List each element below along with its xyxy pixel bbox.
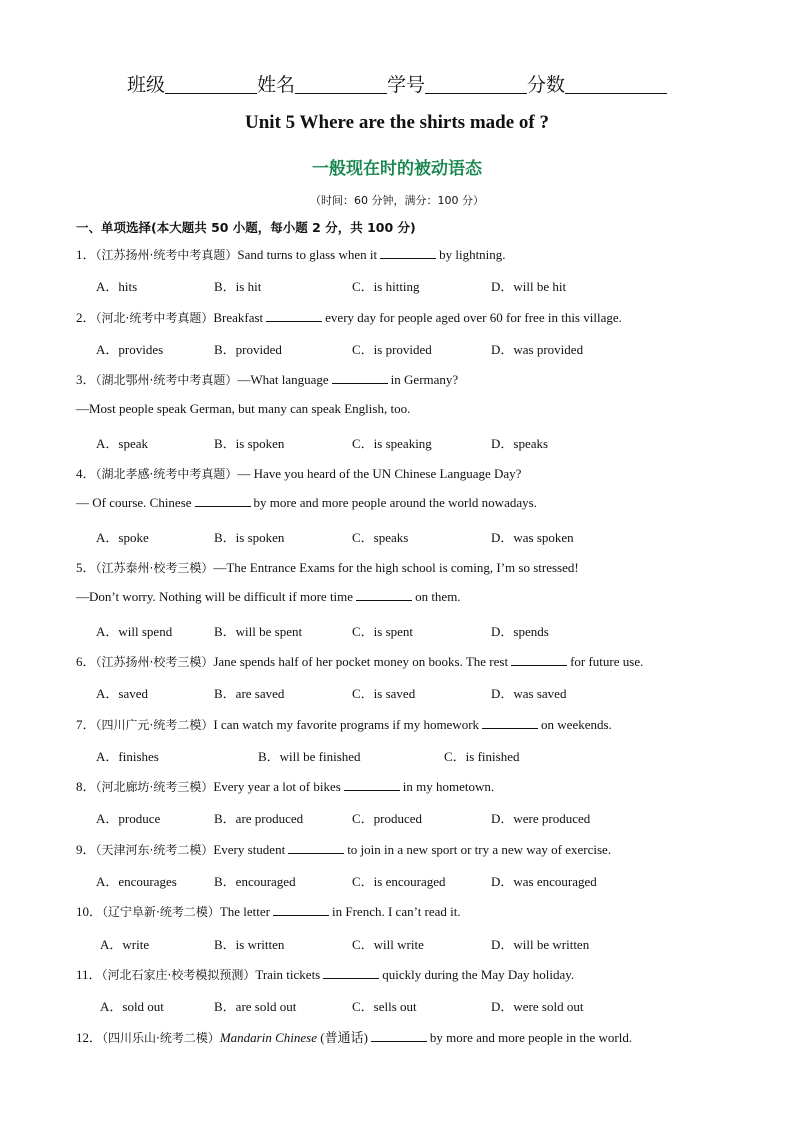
question-line: [76, 651, 643, 670]
question-text-after-blank: on weekends.: [541, 716, 612, 732]
question-text: Every student: [213, 841, 286, 857]
question-italic-term: Mandarin Chinese: [219, 1029, 317, 1045]
question-line: [76, 244, 506, 263]
page-subtitle: 一般现在时的被动语态: [312, 159, 482, 179]
question-text-after-blank: in Germany?: [390, 372, 459, 388]
answer-option: B．is spoken: [214, 529, 285, 545]
question-text: I can watch my favorite programs if my homework: [213, 716, 480, 732]
answer-option: C．is finished: [444, 748, 520, 764]
answer-blank: [288, 841, 344, 854]
answer-blank: [323, 966, 379, 979]
answer-option: C．is spent: [352, 623, 414, 639]
name-label: 姓名: [256, 74, 295, 96]
answer-option: C．is speaking: [352, 435, 432, 451]
answer-option: C．speaks: [352, 529, 409, 545]
question-text-after-blank: in my hometown.: [402, 779, 495, 795]
question-number: 10．: [76, 904, 103, 920]
exam-meta: （时间：60 分钟，满分：100 分）: [310, 194, 484, 207]
question-source: （湖北鄂州·统考中考真题）: [95, 373, 238, 388]
answer-option: C．sells out: [352, 999, 417, 1015]
question-number: 4．: [76, 466, 96, 482]
answer-blank: [195, 494, 251, 507]
question-text-after-blank: on them.: [415, 589, 461, 605]
question-number: 1．: [76, 247, 96, 262]
question-text: —Most people speak German, but many can speak English, too.: [76, 400, 411, 416]
question-number: 5．: [76, 560, 96, 575]
question-text: The letter: [219, 904, 271, 920]
question-text: —Don’t worry. Nothing will be difficult if more time: [76, 589, 354, 605]
question-text-after-blank: for future use.: [570, 653, 644, 669]
answer-option: A．hits: [96, 279, 138, 295]
answer-option: A．spoke: [96, 529, 149, 545]
question-line: [76, 463, 521, 482]
answer-option: D．was encouraged: [491, 874, 597, 889]
question-source: （天津河东·统考二模）: [95, 842, 214, 857]
question-line: [76, 964, 574, 983]
question-text: Every year a lot of bikes: [213, 779, 341, 795]
question-line: [76, 588, 461, 605]
question-text-after-blank: in French. I can’t read it.: [332, 904, 461, 920]
question-text: —What language: [237, 372, 329, 388]
answer-option: D．spends: [491, 623, 549, 639]
question-text-after-blank: by more and more people around the world nowadays.: [253, 495, 537, 511]
answer-blank: [356, 588, 412, 601]
question-line: [76, 714, 612, 733]
question-number: 11．: [76, 966, 102, 982]
answer-option: B．provided: [214, 341, 282, 357]
question-text: —The Entrance Exams for the high school is coming, I’m so stressed!: [213, 560, 579, 575]
student-info-line: [0, 70, 794, 97]
answer-option: A．finishes: [96, 748, 159, 764]
question-text-after-blank: to join in a new sport or try a new way of exercise.: [347, 841, 612, 857]
question-source: （江苏扬州·统考中考真题）: [95, 248, 238, 262]
question-source: （江苏扬州·校考三模）: [95, 654, 214, 669]
answer-blank: [511, 653, 567, 666]
answer-option: D．were produced: [491, 811, 591, 827]
answer-option: B．encouraged: [214, 874, 296, 889]
class-blank: [165, 75, 257, 94]
question-line: [76, 776, 494, 795]
answer-option: B．are sold out: [214, 999, 297, 1015]
answer-option: B．are saved: [214, 686, 285, 702]
question-text: (普通话): [316, 1029, 368, 1045]
question-text-after-blank: every day for people aged over 60 for free in this village.: [325, 309, 622, 325]
question-line: [76, 369, 458, 388]
answer-option: A．saved: [96, 686, 148, 702]
answer-option: A．encourages: [96, 874, 177, 889]
question-number: 9．: [76, 841, 96, 857]
question-text-after-blank: by more and more people in the world.: [429, 1029, 633, 1045]
question-source: （江苏泰州·校考三模）: [95, 561, 214, 575]
answer-option: D．was spoken: [491, 529, 574, 545]
question-text: — Of course. Chinese: [76, 495, 192, 511]
question-line: [76, 901, 461, 920]
question-source: （河北廊坊·统考三模）: [95, 780, 214, 795]
question-text: Sand turns to glass when it: [237, 247, 378, 262]
answer-option: B．are produced: [214, 811, 304, 827]
question-number: 3．: [76, 372, 96, 388]
answer-option: A．provides: [96, 341, 164, 357]
question-source: （河北石家庄·校考模拟预测）: [101, 967, 256, 982]
class-label: 班级: [126, 74, 165, 96]
page-title: Unit 5 Where are the shirts made of ?: [245, 112, 549, 133]
answer-option: A．will spend: [96, 623, 173, 639]
answer-blank: [344, 778, 400, 791]
answer-option: B．is written: [214, 936, 285, 952]
question-line: [76, 1027, 632, 1046]
question-text: Breakfast: [213, 309, 264, 325]
answer-option: B．is hit: [214, 279, 262, 295]
question-source: （湖北孝感·统考中考真题）: [95, 467, 238, 482]
answer-option: D．will be written: [491, 936, 590, 952]
answer-option: A．speak: [96, 435, 148, 451]
number-label: 学号: [387, 74, 426, 96]
answer-option: C．is saved: [352, 686, 416, 702]
question-source: （辽宁阜新·统考二模）: [102, 905, 220, 920]
answer-option: C．is provided: [352, 341, 432, 357]
answer-blank: [332, 371, 388, 384]
answer-option: D．were sold out: [491, 999, 584, 1015]
answer-option: D．was provided: [491, 341, 584, 357]
answer-option: B．will be spent: [214, 623, 303, 639]
question-line: [76, 494, 537, 511]
answer-option: C．is encouraged: [352, 874, 446, 889]
answer-option: A．sold out: [100, 999, 164, 1015]
answer-option: C．produced: [352, 811, 423, 827]
answer-blank: [482, 716, 538, 729]
answer-blank: [266, 309, 322, 322]
question-text-after-blank: by lightning.: [439, 247, 506, 262]
answer-blank: [273, 903, 329, 916]
answer-option: B．is spoken: [214, 435, 285, 451]
question-line: [76, 839, 611, 858]
answer-blank: [371, 1029, 427, 1042]
question-source: （四川乐山·统考二模）: [102, 1030, 220, 1045]
answer-option: D．will be hit: [491, 279, 567, 295]
question-text: — Have you heard of the UN Chinese Language Day?: [237, 466, 522, 482]
score-label: 分数: [527, 74, 566, 96]
question-number: 6．: [76, 653, 96, 669]
question-line: [76, 557, 579, 576]
answer-option: B．will be finished: [258, 748, 361, 764]
question-number: 12．: [76, 1029, 103, 1045]
question-number: 8．: [76, 779, 96, 795]
name-blank: [295, 75, 387, 94]
question-text: Jane spends half of her pocket money on books. The rest: [213, 653, 509, 669]
question-number: 7．: [76, 716, 96, 732]
answer-option: A．write: [100, 936, 150, 952]
question-source: （四川广元·统考二模）: [95, 717, 214, 732]
answer-option: D．was saved: [491, 686, 567, 702]
question-text-after-blank: quickly during the May Day holiday.: [382, 966, 575, 982]
question-text: Train tickets: [255, 966, 321, 982]
score-blank: [565, 75, 667, 94]
number-blank: [425, 75, 527, 94]
question-number: 2．: [76, 309, 96, 325]
answer-option: D．speaks: [491, 435, 549, 451]
answer-option: A．produce: [96, 811, 161, 827]
answer-option: C．will write: [352, 936, 424, 952]
section-heading: 一、单项选择(本大题共 50 小题，每小题 2 分，共 100 分): [76, 220, 416, 235]
question-line: [76, 307, 622, 326]
answer-option: C．is hitting: [352, 279, 420, 295]
question-line: [76, 401, 410, 417]
answer-blank: [380, 246, 436, 259]
question-source: （河北·统考中考真题）: [95, 310, 214, 325]
